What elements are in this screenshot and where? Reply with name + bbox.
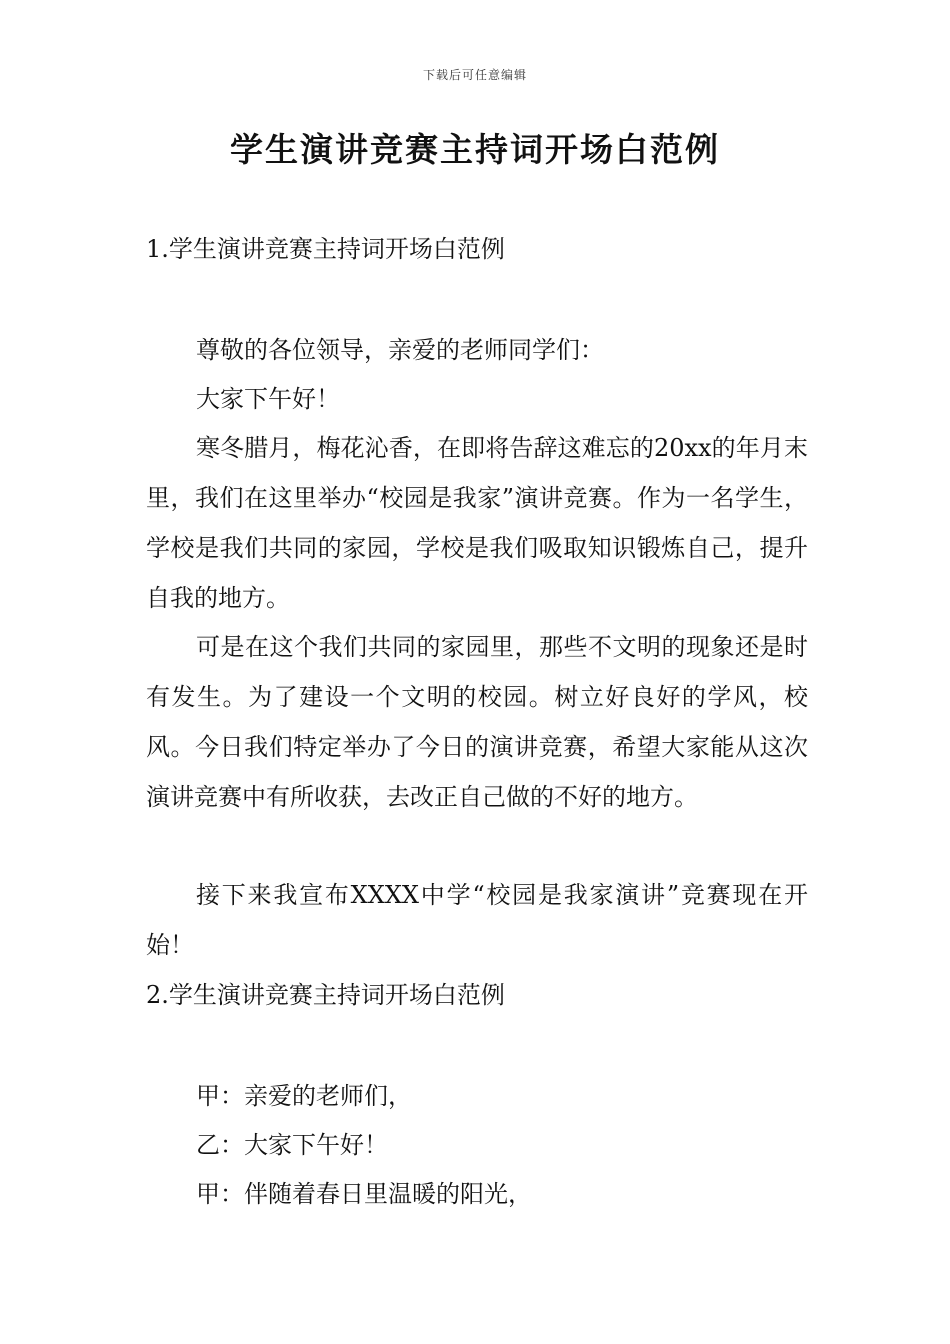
header-note: 下载后可任意编辑	[422, 68, 527, 82]
paragraph-greeting: 大家下午好！	[196, 385, 340, 413]
dialogue-line: 甲：伴随着春日里温暖的阳光，	[196, 1180, 532, 1208]
paragraph-purpose: 可是在这个我们共同的家园里，那些不文明的现象还是时有发生。为了建设一个文明的校园。树立好良好的学风，校风。今日我们特定举办了今日的演讲竞赛，希望大家能从这次演讲竞赛中有所收获，去改正自己做的不好的地方。	[146, 633, 808, 811]
paragraph-opening: 接下来我宣布XXXX中学“校园是我家演讲”竞赛现在开始！	[146, 881, 808, 959]
dialogue-line: 乙：大家下午好！	[196, 1131, 388, 1159]
document-title: 学生演讲竞赛主持词开场白范例	[230, 130, 720, 169]
section-1-heading: 1.学生演讲竞赛主持词开场白范例	[146, 235, 505, 263]
paragraph-salutation: 尊敬的各位领导，亲爱的老师同学们：	[196, 336, 604, 364]
section-2-heading: 2.学生演讲竞赛主持词开场白范例	[146, 981, 505, 1009]
dialogue-line: 甲：亲爱的老师们，	[196, 1082, 412, 1110]
paragraph-intro: 寒冬腊月，梅花沁香，在即将告辞这难忘的20xx的年月末里，我们在这里举办“校园是我家”演讲竞赛。作为一名学生，学校是我们共同的家园，学校是我们吸取知识锻炼自己，提升自我的地方。	[146, 434, 808, 612]
